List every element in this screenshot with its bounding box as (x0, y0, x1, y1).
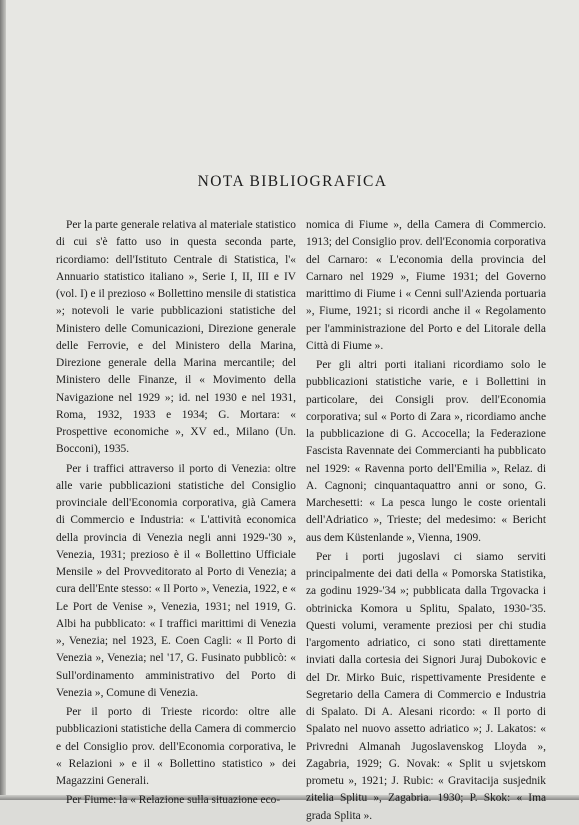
document-page (6, 0, 579, 822)
paragraph-general-sources: Per la parte generale relativa al materiale statistico di cui s'è fatto uso in questa seconda parte, ricordiamo: dell'Istituto Centrale di Statistica, l'« Annuario statistico italiano », Serie I, II, III e IV (vol. I) e il prezioso « Bollettino mensile di statistica »; notevoli le varie pubblicazioni statistiche del Ministero delle Comunicazioni, Direzione generale delle Ferrovie, e del Ministero della Marina, Direzione generale della Marina mercantile; del Ministero delle Finanze, il « Movimento della Navigazione nel 1929 »; id. nel 1930 e nel 1931, Roma, 1932, 1933 e 1934; G. Mortara: « Prospettive economiche », XV ed., Milano (Un. Bocconi), 1935. (56, 219, 296, 456)
paragraph-fiume-start: Per Fiume: la « Relazione sulla situazione eco- (66, 794, 281, 807)
paragraph-other-italian-ports: Per gli altri porti italiani ricordiamo solo le pubblicazioni statistiche varie, e i Bollettini in particolare, dei Consigli prov. dell'Economia corporativa; sul « Porto di Zara », ricordiamo anche la pubblicazione di G. Accocella; la Federazione Fascista Ravennate dei Commercianti ha pubblicato nel 1929: « Ravenna porto dell'Emilia », Relaz. di A. Cagnoni; cinquantaquattro anni or sono, G. Marchesetti: « La pesca lungo le coste orientali dell'Adriatico », Trieste; del medesimo: « Bericht aus dem Küstenlande », Vienna, 1909. (306, 359, 546, 544)
right-text-column (306, 217, 546, 825)
paragraph-yugoslav-ports: Per i porti jugoslavi ci siamo serviti principalmente dei dati della « Pomorska Statistika, za godinu 1929-'34 »; pubblicata dalla Trgovacka i obtrinicka Komora u Splitu, Spalato, 1930-'35. Questi volumi, veramente preziosi per chi studia l'argomento adriatico, ci sono stati direttamente inviati dalla cortesia dei Signori Juraj Dubokovic e del Dr. Mirko Buic, rispettivamente Presidente e Segretario della Camera di Commercio e Industria di Spalato. Di A. Alesani ricordo: « Il porto di Spalato nel nuovo assetto adriatico »; J. Lakatos: « Privredni Almanah Jugoslavenskog Lloyda », Zagabria, 1929; G. Novak: « Split u svjetskom prometu », 1921; J. Rubic: « Gravitacija susjednik zitelia Splitu », Zagabria. 1930; P. Skok: « Ima grada Splita ». (306, 550, 546, 822)
page-title: NOTA BIBLIOGRAFICA (197, 173, 388, 191)
paragraph-trieste: Per il porto di Trieste ricordo: oltre alle pubblicazioni statistiche della Camera di commercio e del Consiglio prov. dell'Economia corporativa, le « Relazioni » e il « Bollettino statistico » dei Magazzini Generali. (56, 706, 296, 787)
left-text-column (56, 217, 296, 810)
paragraph-venezia: Per i traffici attraverso il porto di Venezia: oltre alle varie pubblicazioni statistiche del Consiglio provinciale dell'Economia corporativa, già Camera di Commercio e Industria: « L'attività economica della provincia di Venezia negli anni 1929-'30 », Venezia, 1931; prezioso è il « Bollettino Ufficiale Mensile » del Provveditorato al Porto di Venezia; a cura dell'Ente stesso: « Il Porto », Venezia, 1922, e « Le Port de Venise », Venezia, 1931; nel 1919, G. Albi ha pubblicato: « I traffici marittimi di Venezia », Venezia; nel 1923, E. Coen Cagli: « Il Porto di Venezia », Venezia; nel '17, G. Fusinato pubblicò: « Sull'ordinamento amministrativo del Porto di Venezia », Comune di Venezia. (56, 462, 296, 699)
paragraph-fiume-continued: nomica di Fiume », della Camera di Commercio. 1913; del Consiglio prov. dell'Economia corporativa del Carnaro: « L'economia della provincia del Carnaro nel 1929 », Fiume 1931; del Governo marittimo di Fiume i « Cenni sull'Azienda portuaria », Fiume, 1921; si ricordi anche il « Regolamento per l'amministrazione del Porto e del Litorale della Città di Fiume ». (306, 219, 546, 352)
